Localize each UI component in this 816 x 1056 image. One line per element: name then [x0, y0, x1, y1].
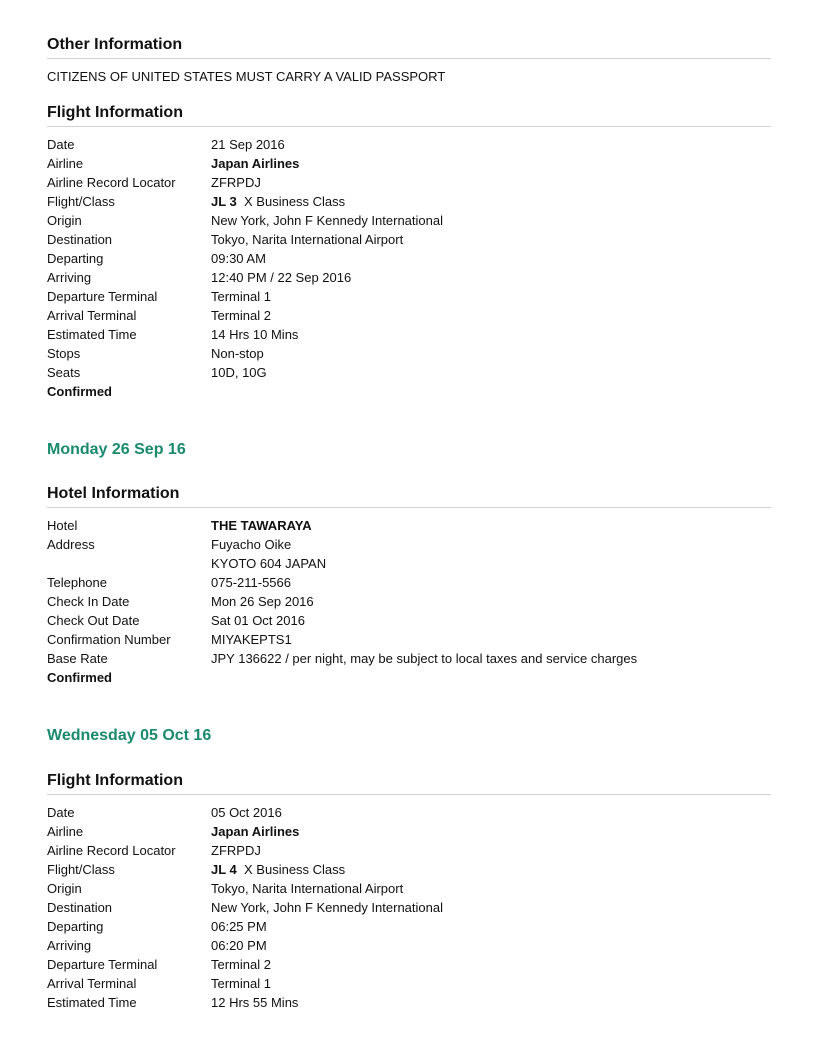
seats-value: 10D, 10G [211, 365, 267, 380]
confirmation-number-row [47, 630, 771, 649]
flight-number: JL 3 [211, 194, 237, 209]
origin-row [47, 879, 771, 898]
record-locator-value: ZFRPDJ [211, 175, 261, 190]
estimated-time-row [47, 993, 771, 1012]
hotel-details [47, 516, 771, 687]
flight-date-row [47, 803, 771, 822]
field-label: Airline [47, 156, 84, 171]
field-label: Date [47, 805, 75, 820]
confirmation-number-value: MIYAKEPTS1 [211, 632, 292, 647]
flight-date-value: 21 Sep 2016 [211, 137, 285, 152]
field-label: Date [47, 137, 75, 152]
hotel-name-value: THE TAWARAYA [211, 518, 312, 533]
address-value [211, 535, 771, 573]
departure-terminal-value: Terminal 1 [211, 289, 271, 304]
telephone-value: 075-211-5566 [211, 575, 291, 590]
arrival-terminal-value: Terminal 2 [211, 308, 271, 323]
estimated-time-value: 14 Hrs 10 Mins [211, 327, 299, 342]
arrival-terminal-row [47, 306, 771, 325]
departing-value: 06:25 PM [211, 919, 267, 934]
field-label: Address [47, 537, 95, 552]
airline-value: Japan Airlines [211, 156, 300, 171]
flight-class-row [47, 192, 771, 211]
address-row [47, 535, 771, 573]
estimated-time-value: 12 Hrs 55 Mins [211, 995, 299, 1010]
field-label: Arriving [47, 270, 92, 285]
check-out-value: Sat 01 Oct 2016 [211, 613, 305, 628]
field-label: Origin [47, 213, 82, 228]
flight-number: JL 4 [211, 862, 237, 877]
field-label: Origin [47, 881, 82, 896]
arriving-value: 06:20 PM [211, 938, 267, 953]
field-label: Estimated Time [47, 995, 137, 1010]
field-label: Confirmation Number [47, 632, 171, 647]
field-label: Base Rate [47, 651, 108, 666]
seats-row [47, 363, 771, 382]
field-label: Departure Terminal [47, 957, 158, 972]
telephone-row [47, 573, 771, 592]
arriving-row [47, 936, 771, 955]
field-label: Check In Date [47, 594, 130, 609]
record-locator-value: ZFRPDJ [211, 843, 261, 858]
stops-row [47, 344, 771, 363]
record-locator-row [47, 841, 771, 860]
field-label: Destination [47, 900, 113, 915]
base-rate-row [47, 649, 771, 668]
airline-row [47, 154, 771, 173]
departure-terminal-row [47, 955, 771, 974]
flight-details [47, 135, 771, 401]
field-label: Flight/Class [47, 194, 115, 209]
passport-notice: CITIZENS OF UNITED STATES MUST CARRY A VALID PASSPORT [47, 69, 446, 84]
flight-class-row [47, 860, 771, 879]
departing-value: 09:30 AM [211, 251, 266, 266]
field-label: Estimated Time [47, 327, 137, 342]
flight-details [47, 803, 771, 1012]
field-label: Check Out Date [47, 613, 140, 628]
field-label: Flight/Class [47, 862, 115, 877]
departing-row [47, 249, 771, 268]
arriving-row [47, 268, 771, 287]
hotel-status: Confirmed [47, 670, 112, 685]
base-rate-value: JPY 136622 / per night, may be subject to local taxes and service charges [211, 651, 638, 666]
departure-terminal-row [47, 287, 771, 306]
destination-value: New York, John F Kennedy International [211, 900, 443, 915]
field-label: Hotel [47, 518, 78, 533]
flight-info-heading: Flight Information [47, 772, 771, 795]
arrival-terminal-value: Terminal 1 [211, 976, 271, 991]
other-info-heading: Other Information [47, 36, 771, 59]
check-in-row [47, 592, 771, 611]
check-in-value: Mon 26 Sep 2016 [211, 594, 314, 609]
flight-class-value [211, 192, 771, 211]
flight-class-value [211, 860, 771, 879]
cabin-class: X Business Class [244, 862, 346, 877]
hotel-name-row [47, 516, 771, 535]
field-label: Departing [47, 251, 104, 266]
arriving-value: 12:40 PM / 22 Sep 2016 [211, 270, 352, 285]
flight-status: Confirmed [47, 384, 112, 399]
origin-value: Tokyo, Narita International Airport [211, 881, 404, 896]
stops-value: Non-stop [211, 346, 264, 361]
cabin-class: X Business Class [244, 194, 346, 209]
estimated-time-row [47, 325, 771, 344]
field-label: Airline Record Locator [47, 843, 176, 858]
field-label: Telephone [47, 575, 107, 590]
field-label: Seats [47, 365, 81, 380]
check-out-row [47, 611, 771, 630]
field-label: Arrival Terminal [47, 308, 137, 323]
flight-date-row [47, 135, 771, 154]
flight-date-value: 05 Oct 2016 [211, 805, 282, 820]
field-label: Destination [47, 232, 113, 247]
field-label: Stops [47, 346, 81, 361]
departing-row [47, 917, 771, 936]
field-label: Arrival Terminal [47, 976, 137, 991]
itinerary-page [47, 0, 771, 1012]
field-label: Arriving [47, 938, 92, 953]
origin-row [47, 211, 771, 230]
origin-value: New York, John F Kennedy International [211, 213, 443, 228]
record-locator-row [47, 173, 771, 192]
destination-row [47, 898, 771, 917]
arrival-terminal-row [47, 974, 771, 993]
address-line-2: KYOTO 604 JAPAN [211, 556, 327, 571]
airline-value: Japan Airlines [211, 824, 300, 839]
hotel-info-heading: Hotel Information [47, 485, 771, 508]
field-label: Departing [47, 919, 104, 934]
flight-info-heading: Flight Information [47, 104, 771, 127]
airline-row [47, 822, 771, 841]
field-label: Departure Terminal [47, 289, 158, 304]
destination-row [47, 230, 771, 249]
day-heading: Monday 26 Sep 16 [47, 441, 186, 458]
field-label: Airline [47, 824, 84, 839]
destination-value: Tokyo, Narita International Airport [211, 232, 404, 247]
departure-terminal-value: Terminal 2 [211, 957, 271, 972]
field-label: Airline Record Locator [47, 175, 176, 190]
address-line-1: Fuyacho Oike [211, 537, 292, 552]
day-heading: Wednesday 05 Oct 16 [47, 727, 212, 744]
